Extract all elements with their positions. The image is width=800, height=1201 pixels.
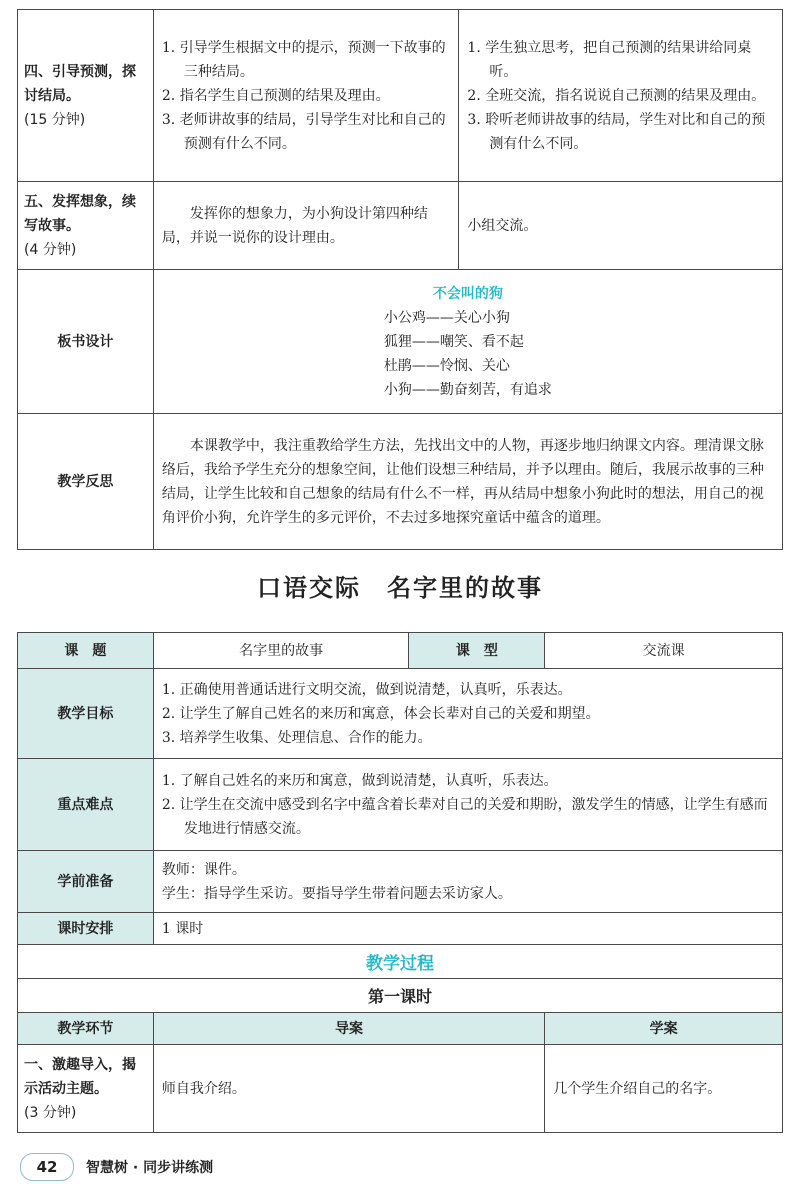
type-value: 交流课 bbox=[545, 633, 783, 669]
lesson-plan-table bbox=[17, 632, 783, 1133]
hours-value: 1 课时 bbox=[153, 913, 782, 945]
topic-label: 课 题 bbox=[18, 633, 154, 669]
process-title: 教学过程 bbox=[18, 945, 783, 979]
process-title-row bbox=[18, 945, 783, 979]
list-item: 3. 培养学生收集、处理信息、合作的能力。 bbox=[161, 729, 432, 746]
study-cell bbox=[459, 182, 783, 270]
step-title: 五、发挥想象，续写故事。 bbox=[24, 193, 136, 234]
list-item: 3. 老师讲故事的结局，引导学生对比和自己的预测有什么不同。 bbox=[161, 111, 446, 152]
key-points-list bbox=[162, 769, 774, 841]
page-footer bbox=[20, 1150, 213, 1184]
key-points-label: 重点难点 bbox=[18, 759, 154, 851]
hours-label: 课时安排 bbox=[18, 913, 154, 945]
table-row bbox=[18, 182, 783, 270]
study-text: 几个学生介绍自己的名字。 bbox=[553, 1080, 722, 1097]
goals-list bbox=[162, 678, 774, 750]
goals-label: 教学目标 bbox=[18, 669, 154, 759]
list-item: 2. 让学生在交流中感受到名字中蕴含着长辈对自己的关爱和期盼，激发学生的情感，让学生有感而发地进行情感交流。 bbox=[161, 796, 768, 837]
col-guide-header: 导案 bbox=[153, 1013, 544, 1045]
study-text: 小组交流。 bbox=[467, 217, 538, 234]
col-study-header: 学案 bbox=[545, 1013, 783, 1045]
board-line: 狐狸——嘲笑、看不起 bbox=[383, 333, 524, 350]
page-number-badge bbox=[20, 1153, 74, 1181]
list-item: 1. 了解自己姓名的来历和寓意，做到说清楚，认真听，乐表达。 bbox=[161, 772, 558, 789]
board-line: 小公鸡——关心小狗 bbox=[383, 309, 510, 326]
board-line: 杜鹃——怜悯、关心 bbox=[383, 357, 510, 374]
column-header-row bbox=[18, 1013, 783, 1045]
col-step-header: 教学环节 bbox=[18, 1013, 154, 1045]
table-row bbox=[18, 913, 783, 945]
reflection-content bbox=[153, 414, 782, 550]
step-time: (4 分钟) bbox=[24, 241, 77, 258]
table-row bbox=[18, 759, 783, 851]
list-item: 1. 正确使用普通话进行文明交流，做到说清楚，认真听，乐表达。 bbox=[161, 681, 572, 698]
table-row bbox=[18, 1045, 783, 1133]
table-row bbox=[18, 851, 783, 913]
section-title: 口语交际 名字里的故事 bbox=[257, 573, 543, 602]
board-title: 不会叫的狗 bbox=[432, 285, 503, 302]
preparation-line: 学生：指导学生采访。要指导学生带着问题去采访家人。 bbox=[161, 885, 512, 902]
list-item: 1. 学生独立思考，把自己预测的结果讲给同桌听。 bbox=[467, 39, 752, 80]
board-line: 小狗——勤奋刻苦，有追求 bbox=[383, 381, 552, 398]
guide-cell bbox=[153, 10, 459, 182]
step-time: (15 分钟) bbox=[24, 111, 86, 128]
key-points-content bbox=[153, 759, 782, 851]
board-design-label: 板书设计 bbox=[18, 270, 154, 414]
preparation-content bbox=[153, 851, 782, 913]
guide-text: 发挥你的想象力，为小狗设计第四种结局，并说一说你的设计理由。 bbox=[161, 205, 428, 246]
table-row bbox=[18, 633, 783, 669]
preparation-label: 学前准备 bbox=[18, 851, 154, 913]
step-title: 一、激趣导入，揭示活动主题。 bbox=[24, 1056, 136, 1097]
list-item: 2. 让学生了解自己姓名的来历和寓意，体会长辈对自己的关爱和期望。 bbox=[161, 705, 600, 722]
page-number: 42 bbox=[36, 1158, 58, 1176]
table-row bbox=[18, 10, 783, 182]
step-cell bbox=[18, 10, 154, 182]
lesson-process-table-continued bbox=[17, 9, 783, 550]
study-list bbox=[467, 36, 774, 156]
board-lines bbox=[384, 306, 552, 402]
topic-value: 名字里的故事 bbox=[153, 633, 409, 669]
guide-list bbox=[162, 36, 451, 156]
preparation-line: 教师：课件。 bbox=[161, 861, 246, 878]
study-cell bbox=[459, 10, 783, 182]
guide-cell bbox=[153, 182, 459, 270]
type-label: 课 型 bbox=[409, 633, 545, 669]
guide-cell bbox=[153, 1045, 544, 1133]
goals-content bbox=[153, 669, 782, 759]
board-design-row bbox=[18, 270, 783, 414]
list-item: 2. 指名学生自己预测的结果及理由。 bbox=[161, 87, 390, 104]
guide-text: 师自我介绍。 bbox=[161, 1080, 246, 1097]
lesson-title-row bbox=[18, 979, 783, 1013]
study-cell bbox=[545, 1045, 783, 1133]
step-title: 四、引导预测，探讨结局。 bbox=[24, 63, 136, 104]
list-item: 2. 全班交流，指名说说自己预测的结果及理由。 bbox=[467, 87, 766, 104]
step-cell bbox=[18, 182, 154, 270]
lesson-title: 第一课时 bbox=[18, 979, 783, 1013]
reflection-text: 本课教学中，我注重教给学生方法，先找出文中的人物，再逐步地归纳课文内容。理清课文脉络后，我给予学生充分的想象空间，让他们设想三种结局，并予以理由。随后，我展示故事的三种结局，让学生比较和自己想象的结局有什么不一样，再从结局中想象小狗此时的想法，用自己的视角评价小狗，允许学生的多元评价，不去过多地探究童话中蕴含的道理。 bbox=[161, 437, 764, 526]
table-row bbox=[18, 669, 783, 759]
brand-name: 智慧树 · 同步讲练测 bbox=[86, 1160, 214, 1176]
list-item: 3. 聆听老师讲故事的结局，学生对比和自己的预测有什么不同。 bbox=[467, 111, 766, 152]
board-design-content bbox=[153, 270, 782, 414]
step-cell bbox=[18, 1045, 154, 1133]
reflection-label: 教学反思 bbox=[18, 414, 154, 550]
reflection-row bbox=[18, 414, 783, 550]
list-item: 1. 引导学生根据文中的提示，预测一下故事的三种结局。 bbox=[161, 39, 446, 80]
step-time: (3 分钟) bbox=[24, 1104, 77, 1121]
